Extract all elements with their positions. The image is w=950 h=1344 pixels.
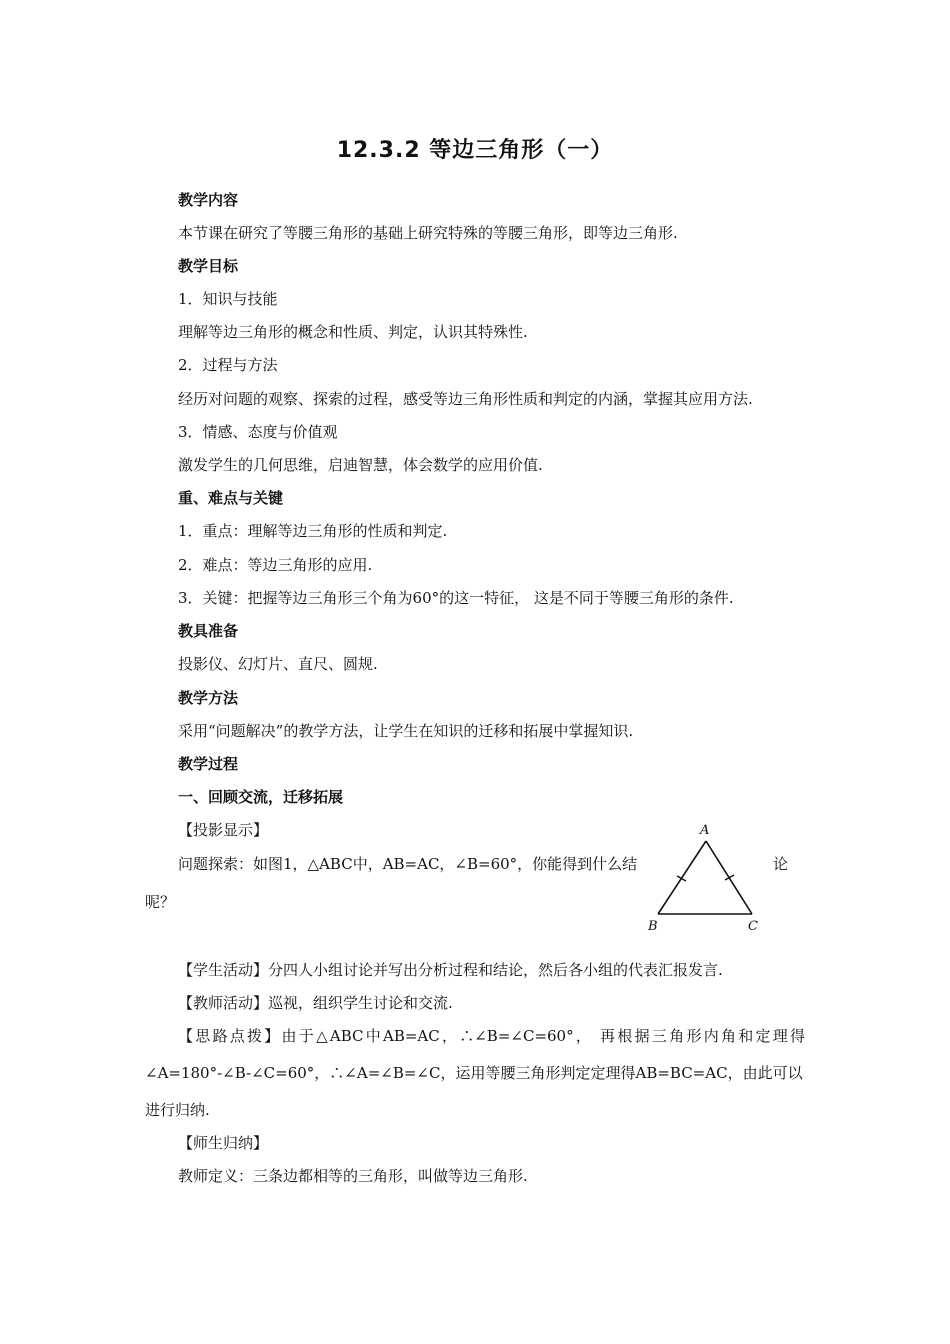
section-heading-method: 教学方法 (178, 689, 239, 707)
page-title: 12.3.2 等边三角形（一） (336, 138, 614, 163)
tick-mark-ab (677, 876, 686, 881)
vertex-label-b: B (648, 919, 658, 934)
hint-line-3: 进行归纳. (145, 1101, 210, 1119)
goal2-title: 2．过程与方法 (178, 356, 278, 374)
goal3-title: 3．情感、态度与价值观 (178, 423, 338, 441)
side-ab (658, 841, 706, 914)
question-line-1: 问题探索：如图1，△ABC中，AB=AC，∠B=60°，你能得到什么结 (178, 855, 638, 873)
goal1-text: 理解等边三角形的概念和性质、判定，认识其特殊性. (178, 323, 528, 341)
section-heading-tools: 教具准备 (178, 622, 239, 640)
key-point-2: 2．难点：等边三角形的应用. (178, 556, 373, 574)
section-heading-goals: 教学目标 (178, 257, 239, 275)
teacher-activity: 【教师活动】巡视，组织学生讨论和交流. (178, 994, 453, 1012)
question-line-1-tail: 论 (773, 855, 789, 873)
triangle-figure (640, 820, 770, 935)
tools-text: 投影仪、幻灯片、直尺、圆规. (178, 655, 378, 673)
part1-heading: 一、回顾交流，迁移拓展 (178, 788, 344, 806)
student-activity: 【学生活动】分四人小组讨论并写出分析过程和结论，然后各小组的代表汇报发言. (178, 961, 723, 979)
paragraph-content: 本节课在研究了等腰三角形的基础上研究特殊的等腰三角形，即等边三角形. (178, 224, 678, 242)
goal2-text: 经历对问题的观察、探索的过程，感受等边三角形性质和判定的内涵，掌握其应用方法. (178, 390, 753, 408)
goal1-title: 1．知识与技能 (178, 290, 278, 308)
projection-label: 【投影显示】 (178, 821, 269, 839)
key-point-3: 3．关键：把握等边三角形三个角为60°的这一特征， 这是不同于等腰三角形的条件. (178, 589, 734, 607)
method-text: 采用“问题解决”的教学方法，让学生在知识的迁移和拓展中掌握知识. (178, 722, 634, 740)
definition-text: 教师定义：三条边都相等的三角形，叫做等边三角形. (178, 1167, 528, 1185)
hint-line-1: 【思路点拨】由于△ABC中AB=AC，∴∠B=∠C=60°， 再根据三角形内角和定理得 (178, 1027, 805, 1045)
goal3-text: 激发学生的几何思维，启迪智慧，体会数学的应用价值. (178, 456, 543, 474)
hint-line-2: ∠A=180°-∠B-∠C=60°，∴∠A=∠B=∠C，运用等腰三角形判定定理得AB=BC=AC，由此可以 (145, 1064, 803, 1082)
vertex-label-a: A (700, 823, 710, 838)
question-line-2: 呢？ (145, 893, 176, 911)
section-heading-process: 教学过程 (178, 755, 239, 773)
section-heading-key-points: 重、难点与关键 (178, 489, 284, 507)
section-heading-content: 教学内容 (178, 191, 239, 209)
key-point-1: 1．重点：理解等边三角形的性质和判定. (178, 522, 448, 540)
vertex-label-c: C (748, 919, 758, 934)
summary-label: 【师生归纳】 (178, 1134, 269, 1152)
